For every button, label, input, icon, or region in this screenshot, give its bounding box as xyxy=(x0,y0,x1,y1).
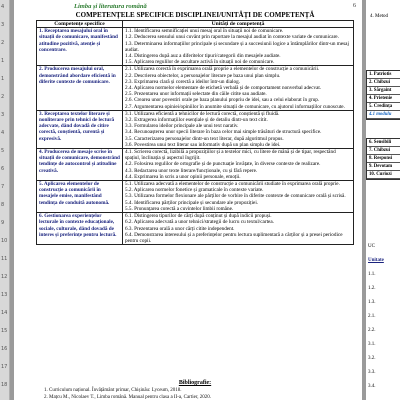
value-row: 6. Sensibili xyxy=(367,139,400,147)
ruler-mark: 8 xyxy=(1,202,5,208)
subject-header: Limba și literatura română xyxy=(74,3,147,10)
column-header-units: Unități de competență xyxy=(123,21,354,28)
ruler-mark: 17 xyxy=(1,364,8,370)
competence-unit: 6.1. Distingerea tipurilor de cărți după conținut și după indicii propuși. xyxy=(125,213,272,220)
competence-unit: 4.3. Redactarea unor texte literare/funcționale, cu și fără repere. xyxy=(125,167,258,174)
competence-units-cell xyxy=(123,28,354,66)
ruler-mark: 14 xyxy=(1,310,8,316)
ruler-mark: 6 xyxy=(1,166,5,172)
ruler-mark: 2 xyxy=(1,40,5,46)
value-row: 4.1 modulu xyxy=(367,111,400,119)
competence-unit: 1.1. Identificarea semnificației unui mesaj oral în situații noi de comunicare. xyxy=(125,28,284,35)
ruler-mark: 12 xyxy=(1,274,8,280)
values-list xyxy=(366,70,400,120)
page-number: 6 xyxy=(353,3,356,9)
value-row: 4. Prietenie xyxy=(367,95,400,103)
bibliography-item: 2. Mațcu M., Nicolaev T., Limba română. Manual pentru clasa a II-a, Cartier, 2020. xyxy=(44,395,212,400)
ruler-mark: 9 xyxy=(1,220,5,226)
document-page xyxy=(14,0,362,400)
table-row xyxy=(37,213,354,245)
unit-number: 1.1. xyxy=(368,272,376,277)
competence-unit: 4.4. Exprimarea în scris a unor opinii personale, emoții. xyxy=(125,173,241,180)
competence-unit: 6.4. Demonstrarea interesului și a preferințelor pentru lectura suplimentară a cărților și a presei periodice pentru copii. xyxy=(125,231,343,244)
ruler-mark: 3 xyxy=(1,112,5,118)
specific-competence-cell: 2. Producerea mesajului oral, demonstrând abordare eficientă în diferite contexte de comunicare. xyxy=(37,66,123,110)
specific-competence-cell: 6. Gestionarea experiențelor lecturale în contexte educaționale, sociale, culturale, dând dovadă de interes și preferințe pentru lectură. xyxy=(37,213,123,245)
competence-unit: 5.4. Identificarea părților principale și secundare ale propoziției. xyxy=(125,199,259,206)
ruler-mark: 7 xyxy=(1,184,5,190)
specific-competence-cell: 1. Receptarea mesajului oral în situații de comunicare, manifestând atitudine pozitivă, atenție și concentrare. xyxy=(37,28,123,66)
competence-units-cell xyxy=(123,181,354,213)
unit-label: Unitate xyxy=(368,258,384,263)
competence-unit: 3.6. Povestirea unui text literar sau informativ după un plan simplu de idei. xyxy=(125,141,281,148)
table-row xyxy=(37,110,354,148)
competence-unit: 5.2. Aplicarea normelor fonetice și gramaticale în contexte variate. xyxy=(125,187,264,194)
value-row: 1. Patriotis xyxy=(367,71,400,79)
uc-label: UC xyxy=(368,244,375,249)
ruler-mark: 1 xyxy=(1,58,5,64)
bibliography-item: 1. Curriculum național. Învățământ primar, Chișinău: Lyceum, 2018. xyxy=(44,388,182,393)
competence-unit: 2.1. Utilizarea corectă în exprimarea orală proprie a elementelor de construcție a comunicării. xyxy=(125,66,320,73)
table-row xyxy=(37,149,354,181)
ruler-mark: 1 xyxy=(1,76,5,82)
value-row: 7. Chibzui xyxy=(367,147,400,155)
competence-unit: 2.7. Argumentarea opiniei/opiniilor în anumite situații de comunicare, cu ajutorul informațiilor cunoscute. xyxy=(125,103,345,110)
unit-number: 1.3. xyxy=(368,300,376,305)
next-page-partial xyxy=(366,0,400,400)
table-row xyxy=(37,66,354,110)
value-row: 3. Sărgaint xyxy=(367,87,400,95)
specific-competence-cell: 3. Receptarea textelor literare și nonliterare prin tehnici de lectură adecvate, dând dovadă de citire corectă, conștientă, curentă și expresivă. xyxy=(37,110,123,148)
table-title: COMPETENȚELE SPECIFICE DISCIPLINEI/UNITĂȚI DE COMPETENȚĂ xyxy=(75,11,315,19)
ruler-mark: 10 xyxy=(1,238,8,244)
unit-number: 3.2. xyxy=(368,356,376,361)
competence-unit: 3.3. Formularea ideilor principale ale unui text narativ. xyxy=(125,123,239,130)
competence-unit: 2.4. Aplicarea normelor elementare de etichetă verbală și de comportament nonverbal adecvat. xyxy=(125,85,322,92)
table-row xyxy=(37,181,354,213)
bibliography-title: Bibliografie: xyxy=(178,380,212,386)
specific-competence-cell: 5. Aplicarea elementelor de construcție a comunicării în mesajele emise, manifestând tendința de conduită autonomă. xyxy=(37,181,123,213)
competence-unit: 1.5. Aplicarea regulilor de ascultare activă în situații noi de comunicare. xyxy=(125,59,275,66)
ruler-mark: 16 xyxy=(1,346,8,352)
unit-number: 2.2. xyxy=(368,328,376,333)
table-header-row xyxy=(37,21,354,28)
unit-number: 3.3. xyxy=(368,370,376,375)
unit-number: 1.2. xyxy=(368,286,376,291)
competence-unit: 3.2. Extragerea informațiilor esențiale și de detaliu dintr-un text citit. xyxy=(125,117,268,124)
value-row: 5. Credința xyxy=(367,103,400,111)
specific-competence-cell: 4. Producerea de mesaje scrise în situații de comunicare, demonstrând tendințe de autocontrol și atitudine creativă. xyxy=(37,149,123,181)
competence-unit: 2.6. Crearea unor povestiri orale pe baza planului propriu de idei, sau a celui elaborat în grup. xyxy=(125,97,320,104)
unit-number: 3.4. xyxy=(368,384,376,389)
ruler-mark: 5 xyxy=(1,148,5,154)
competence-unit: 6.2. Aplicarea adecvată a unor tehnici/strategii de lucru cu textul/cartea. xyxy=(125,219,274,226)
ruler-mark: 3 xyxy=(1,22,5,28)
value-row: 10. Curiozi xyxy=(367,171,400,179)
competence-unit: 2.2. Descrierea obiectelor, a personajelor literare pe baza unui plan simplu. xyxy=(125,72,281,79)
ruler-mark: 4 xyxy=(1,130,5,136)
competence-units-cell xyxy=(123,66,354,110)
competence-unit: 5.5. Pronunțarea corectă a cuvintelor limbii române. xyxy=(125,205,234,212)
ruler-mark: 2 xyxy=(1,94,5,100)
competence-unit: 1.4. Distingerea după auz a diferitelor tipuri/categorii din mesajele audiate. xyxy=(125,53,281,60)
competence-unit: 6.3. Prezentarea orală a unor cărți citite independent. xyxy=(125,225,235,232)
next-page-heading: 4. Metod xyxy=(370,14,389,19)
values-list-2 xyxy=(366,138,400,180)
competence-unit: 3.5. Caracterizarea personajelor dintr-un text literar, după algoritmul propus. xyxy=(125,135,284,142)
column-header-specific: Competențe specifice xyxy=(37,21,123,28)
value-row: 2. Chibzui xyxy=(367,79,400,87)
ruler-mark: 15 xyxy=(1,328,8,334)
competence-unit: 5.1. Utilizarea adecvată a elementelor de construcție a comunicării studiate în exprimarea orală proprie. xyxy=(125,181,340,188)
value-row: 8. Responsi xyxy=(367,155,400,163)
value-row: 9. Devotam xyxy=(367,163,400,171)
ruler-mark: 13 xyxy=(1,292,8,298)
competence-units-cell xyxy=(123,149,354,181)
competence-unit: 2.5. Prezentarea unor informații selectate din căile citite sau audiate. xyxy=(125,91,267,98)
competence-unit: 4.2. Folosirea regulilor de ortografie și de punctuație învățate, în diverse contexte de realizare. xyxy=(125,161,321,168)
competence-unit: 1.3. Determinarea informațiilor principale și secundare și a succesiunii logice a întâmplărilor dintr-un mesaj audiat. xyxy=(125,40,349,53)
competencies-table xyxy=(36,20,354,245)
competence-unit: 3.1. Utilizarea eficientă a tehnicilor de lectură corectă, conștientă și fluidă. xyxy=(125,110,280,117)
competence-units-cell xyxy=(123,213,354,245)
ruler-mark: 18 xyxy=(1,382,8,388)
unit-number: 3.1. xyxy=(368,342,376,347)
competence-units-cell xyxy=(123,110,354,148)
ruler-mark: 4 xyxy=(1,4,5,10)
competence-unit: 5.3. Utilizarea formelor flexionare ale părților de vorbire în diferite contexte de comunicare orală și scrisă. xyxy=(125,193,346,200)
unit-number: 2.1. xyxy=(368,314,376,319)
vertical-ruler xyxy=(0,0,10,400)
competence-unit: 1.2. Deducerea sensului unui cuvânt prin raportare la mesajul audiat în contexte variate de comunicare. xyxy=(125,34,339,41)
competence-unit: 4.1. Scrierea corectă, lizibilă a propozițiilor și a textelor mici, cu litere de mână și de tipar, respectând spațiul, înclinația și aspectul îngrijit. xyxy=(125,149,336,162)
competence-unit: 2.3. Exprimarea clară și corectă a ideilor într-un dialog. xyxy=(125,78,240,85)
ruler-mark: 11 xyxy=(1,256,8,262)
competence-unit: 3.4. Recunoașterea unor specii literare în baza celor mai simple trăsături de structură specifice. xyxy=(125,129,322,136)
table-row xyxy=(37,28,354,66)
